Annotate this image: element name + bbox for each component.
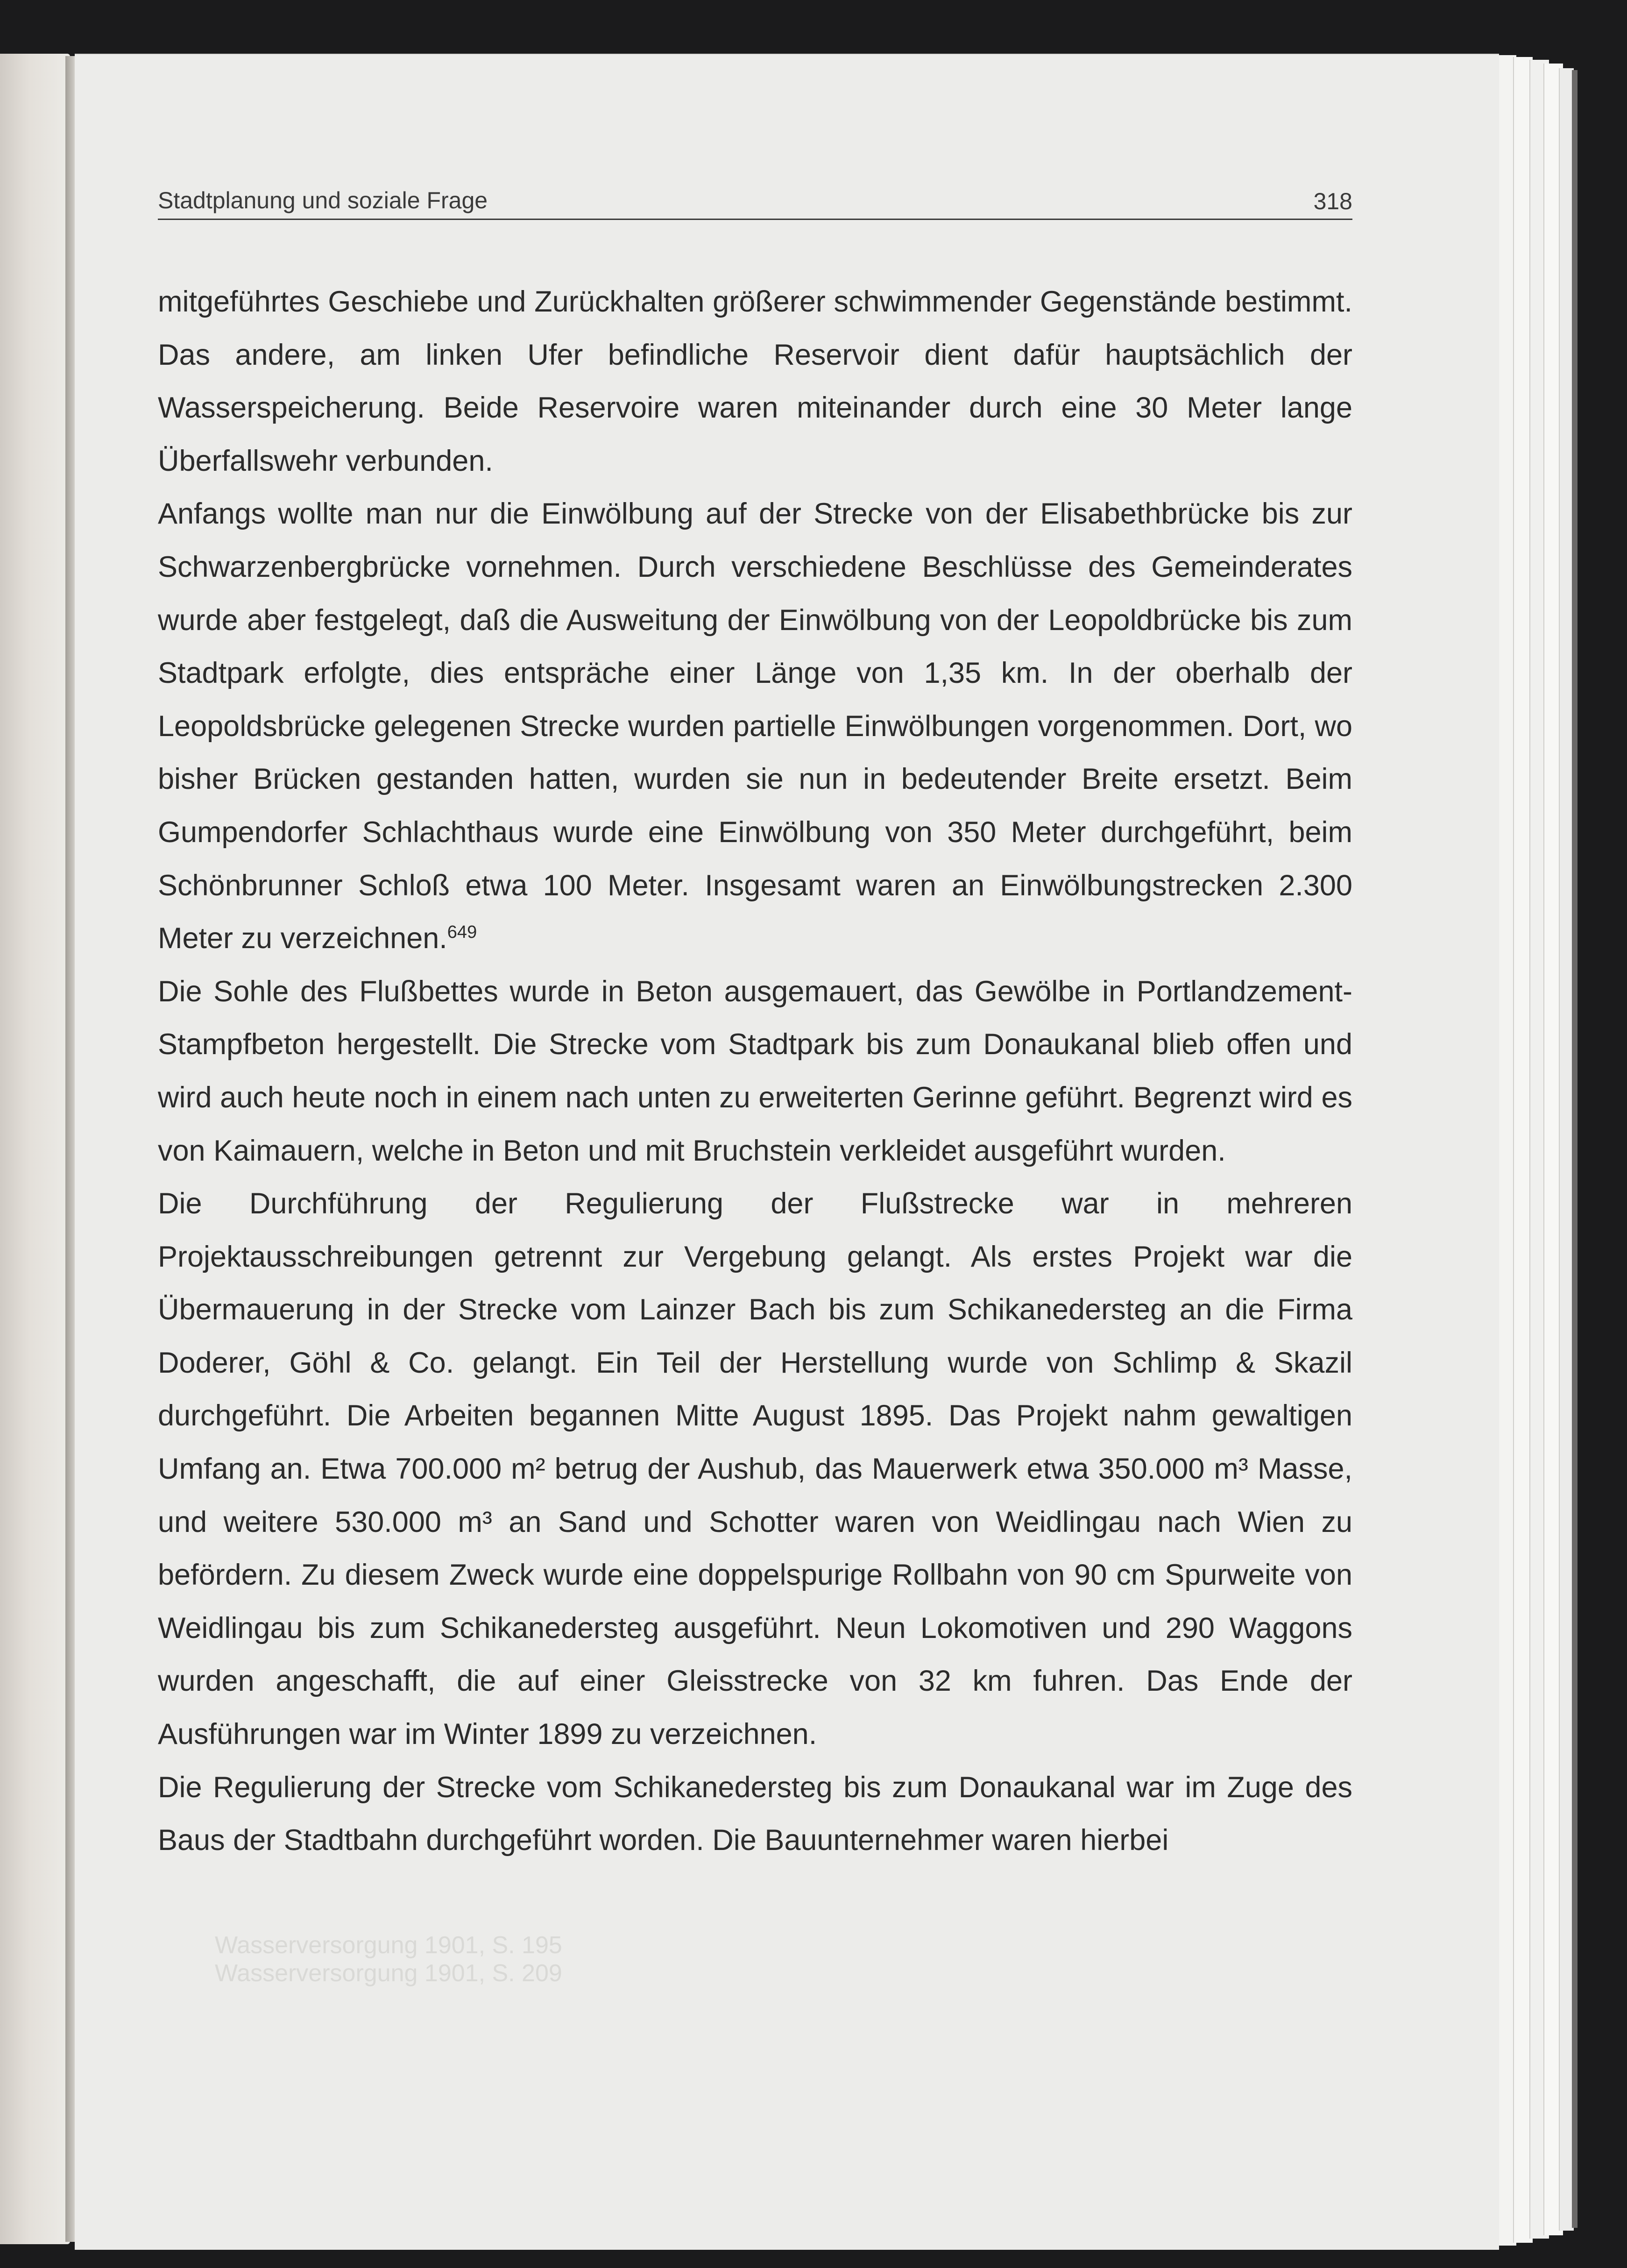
bleed-through-footnote: Wasserversorgung 1901, S. 195 xyxy=(215,1932,562,1959)
paragraph: Anfangs wollte man nur die Einwölbung auf der Strecke von der Elisabethbrücke bis zur Schwarzenbergbrücke vornehmen. Durch verschiedene Beschlüsse des Gemeinderates wurde aber festgelegt, daß die Ausweitung der Einwölbung von der Leopoldbrücke bis zum Stadtpark erfolgte, dies entspräche einer Länge von 1,35 km. In der oberhalb der Leopoldsbrücke gelegenen Strecke wurden partielle Einwölbungen vorgenommen. Dort, wo bisher Brücken gestanden hatten, wurden sie nun in bedeutender Breite ersetzt. Beim Gumpendorfer Schlachthaus wurde eine Einwölbung von 350 Meter durchgeführt, beim Schönbrunner Schloß etwa 100 Meter. Insgesamt waren an Einwölbungstrecken 2.300 Meter zu verzeichnen.$^{649}$ xyxy=(158,497,1352,955)
page-number: 318 xyxy=(1313,188,1352,214)
paragraph: Die Regulierung der Strecke vom Schikanedersteg bis zum Donaukanal war im Zuge des Baus der Stadtbahn durchgeführt worden. Die Bauunternehmer waren hierbei xyxy=(158,1771,1352,1857)
paragraph: Die Durchführung der Regulierung der Flußstrecke war in mehreren Projektausschreibungen getrennt zur Vergebung gelangt. Als erstes Projekt war die Übermauerung in der Strecke vom Lainzer Bach bis zum Schikanedersteg an die Firma Doderer, Göhl & Co. gelangt. Ein Teil der Herstellung wurde von Schlimp & Skazil durchgeführt. Die Arbeiten begannen Mitte August 1895. Das Projekt nahm gewaltigen Umfang an. Etwa 700.000 m² betrug der Aushub, das Mauerwerk etwa 350.000 m³ Masse, und weitere 530.000 m³ an Sand und Schotter waren von Weidlingau nach Wien zu befördern. Zu diesem Zweck wurde eine doppelspurige Rollbahn von 90 cm Spurweite von Weidlingau bis zum Schikanedersteg ausgeführt. Neun Lokomotiven und 290 Waggons wurden angeschafft, die auf einer Gleisstrecke von 32 km fuhren. Das Ende der Ausführungen war im Winter 1899 zu verzeichnen. xyxy=(158,1187,1352,1751)
left-page-edge xyxy=(0,54,70,2244)
footnote-reference: 649 xyxy=(447,922,477,943)
paragraph: mitgeführtes Geschiebe und Zurückhalten größerer schwimmender Gegenstände bestimmt. Das andere, am linken Ufer befindliche Reservoir dient dafür hauptsächlich der Wasserspeicherung. Beide Reservoire waren miteinander durch eine 30 Meter lange Überfallswehr verbunden. xyxy=(158,285,1352,477)
book-cover-edge xyxy=(1572,70,1577,2228)
running-header-title: Stadtplanung und soziale Frage xyxy=(158,187,488,213)
paragraph: Die Sohle des Flußbettes wurde in Beton ausgemauert, das Gewölbe in Portlandzement-Stampfbeton hergestellt. Die Strecke vom Stadtpark bis zum Donaukanal blieb offen und wird auch heute noch in einem nach unten zu erweiterten Gerinne geführt. Begrenzt wird es von Kaimauern, welche in Beton und mit Bruchstein verkleidet ausgeführt wurden. xyxy=(158,975,1352,1167)
running-header xyxy=(158,189,1352,220)
body-text xyxy=(158,276,1352,1867)
bleed-through-footnote: Wasserversorgung 1901, S. 209 xyxy=(215,1960,562,1987)
